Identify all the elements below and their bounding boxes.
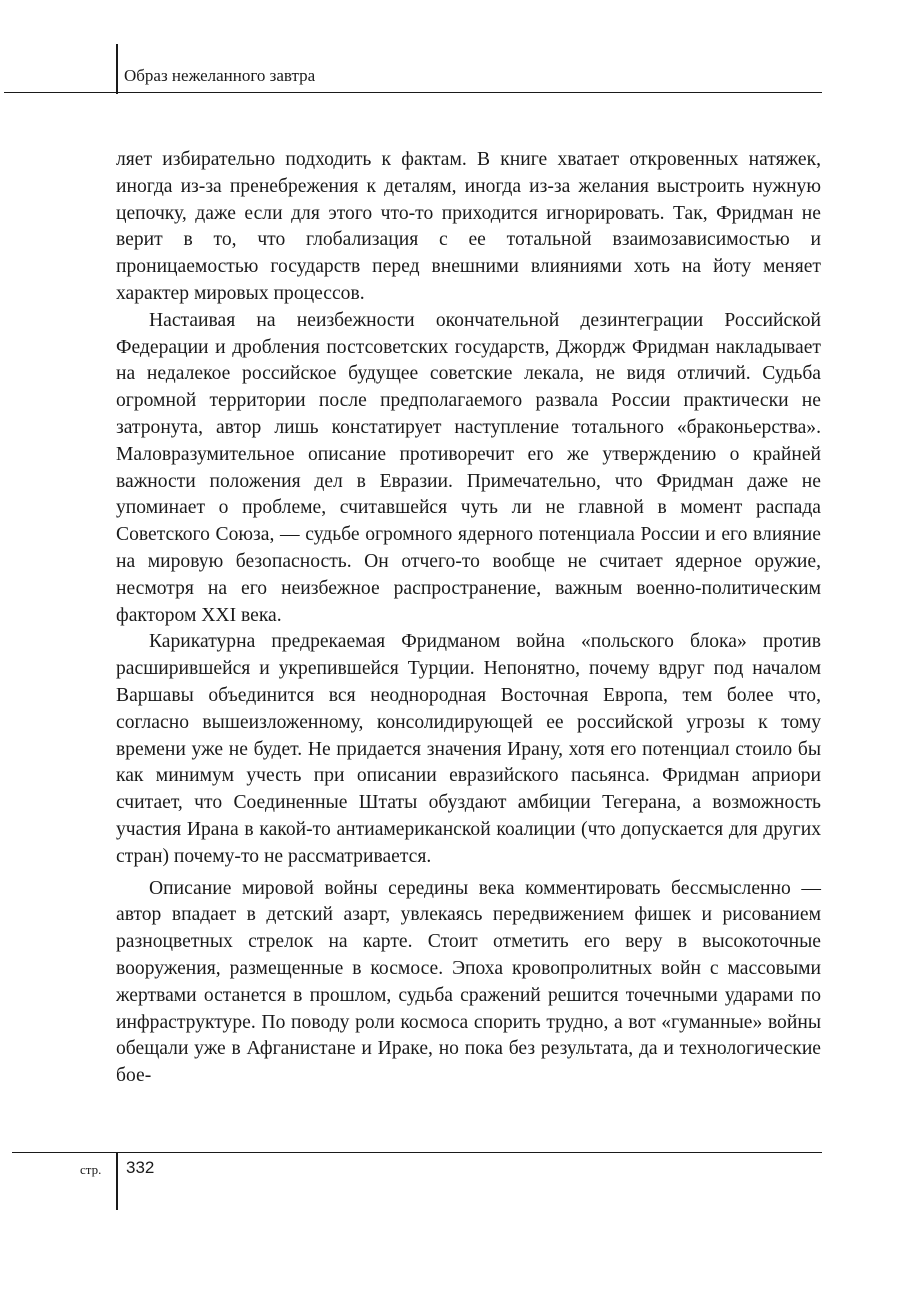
page-label: стр.: [80, 1162, 102, 1177]
header-horizontal-rule: [4, 92, 822, 93]
body-text: [116, 147, 821, 1090]
footer-horizontal-rule: [12, 1152, 822, 1153]
paragraph-2: Настаивая на неизбежности окончательной дезинтеграции Российской Федерации и дробления постсоветских государств, Джордж Фридман накладывает на недалекое российское будущее советские лекала, не видя отличий. Судьба огромной территории после предполагаемого развала России практически не затронута, автор лишь констатирует наступление тотального «браконьерства». Маловразумительное описание противоречит его же утверждению о крайней важности положения дел в Евразии. Примечательно, что Фридман даже не упоминает о проблеме, считавшейся чуть ли не главной в момент распада Советского Союза, — судьбе огромного ядерного потенциала России и его влияние на мировую безопасность. Он отчего-то вообще не считает ядерное оружие, несмотря на его неизбежное распространение, важным военно-политическим фактором XXI века.: [116, 309, 821, 626]
paragraph-1: ляет избирательно подходить к фактам. В книге хватает откровенных натяжек, иногда из-за пренебрежения к деталям, иногда из-за желания выстроить нужную цепочку, даже если для этого что-то приходится игнорировать. Так, Фридман не верит в то, что глобализация с ее тотальной взаимозависимостью и проницаемостью государств перед внешними влияниями хоть на йоту меняет характер мировых процессов.: [116, 149, 821, 304]
header-vertical-rule: [116, 44, 118, 94]
paragraph-4: Описание мировой войны середины века комментировать бессмысленно — автор впадает в детский азарт, увлекаясь передвижением фишек и рисованием разноцветных стрелок на карте. Стоит отметить его веру в высокоточные вооружения, размещенные в космосе. Эпоха кровопролитных войн с массовыми жертвами останется в прошлом, судьба сражений решится точечными ударами по инфраструктуре. По поводу роли космоса спорить трудно, а вот «гуманные» войны обещали уже в Афганистане и Ираке, но пока без результата, да и технологические бое-: [116, 877, 821, 1087]
running-header-title: Образ нежеланного завтра: [124, 66, 316, 85]
page-number: 332: [126, 1158, 155, 1177]
footer-vertical-rule: [116, 1152, 118, 1210]
paragraph-3: Карикатурна предрекаемая Фридманом война «польского блока» против расширившейся и укрепившейся Турции. Непонятно, почему вдруг под началом Варшавы объединится вся неоднородная Восточная Европа, тем более что, согласно вышеизложенному, консолидирующей ее российской угрозы к тому времени уже не будет. Не придается значения Ирану, хотя его потенциал стоило бы как минимум учесть при описании евразийского пасьянса. Фридман априори считает, что Соединенные Штаты обуздают амбиции Тегерана, а возможность участия Ирана в какой-то антиамериканской коалиции (что допускается для других стран) почему-то не рассматривается.: [116, 631, 821, 867]
